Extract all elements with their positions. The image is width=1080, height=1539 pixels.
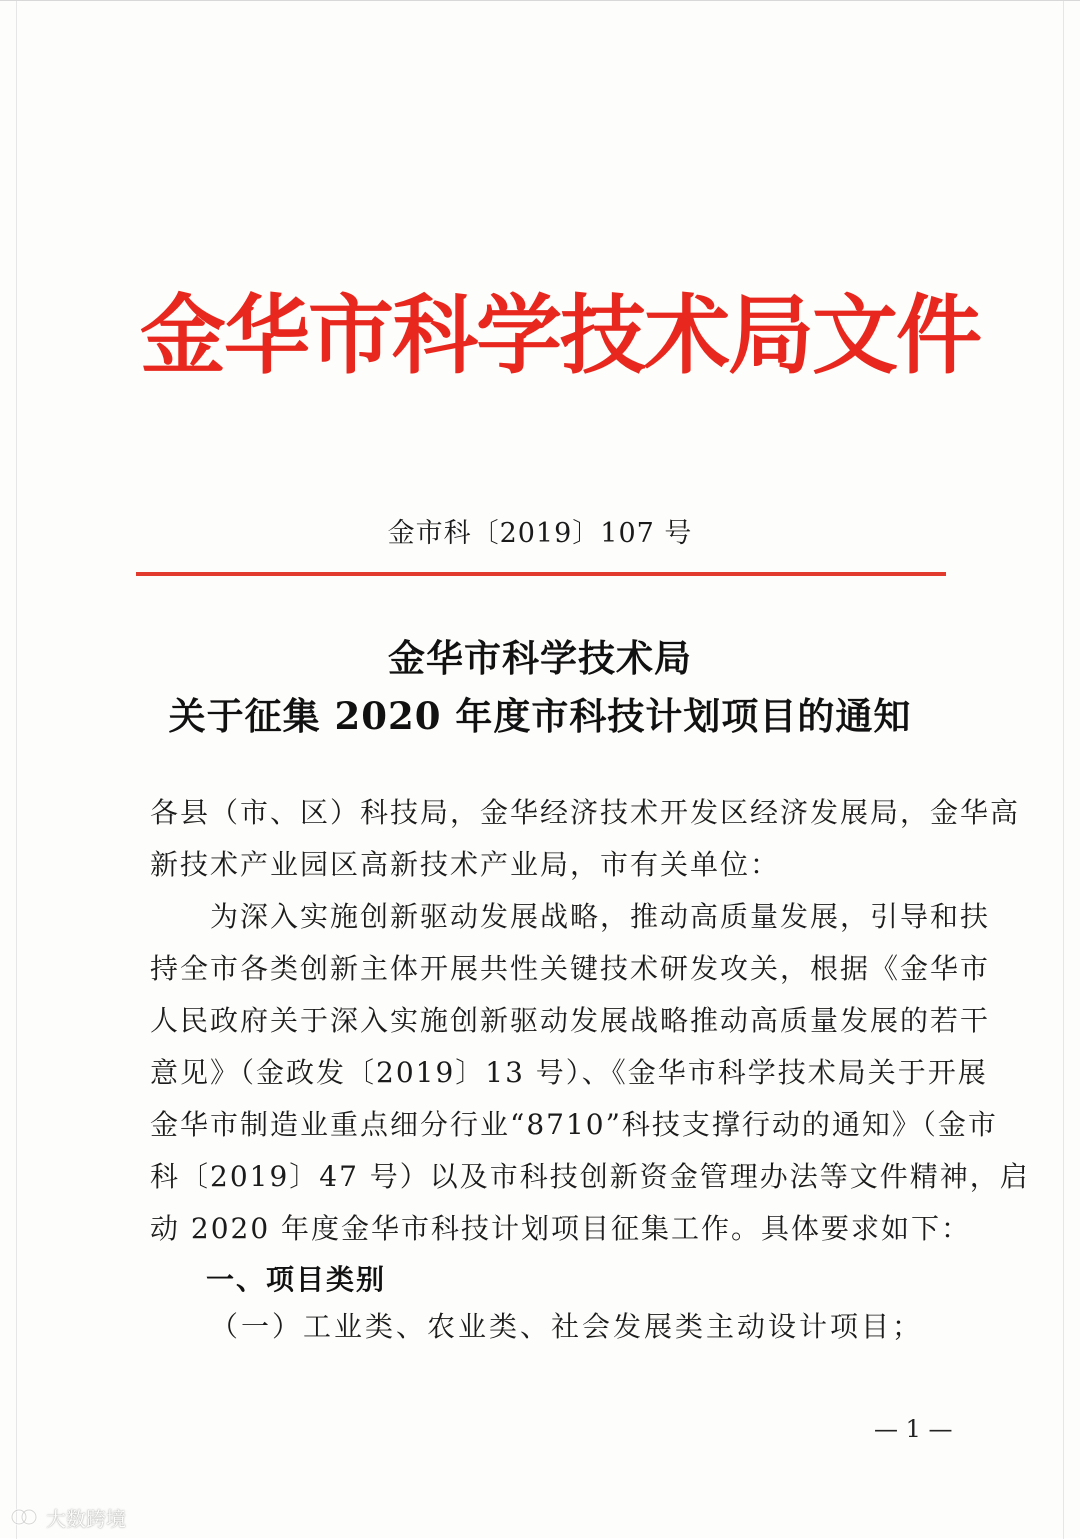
body-line: 各县（市、区）科技局，金华经济技术开发区经济发展局，金华高 — [150, 796, 1021, 829]
body-line: 新技术产业园区高新技术产业局，市有关单位： — [150, 848, 781, 881]
body-line: 人民政府关于深入实施创新驱动发展战略推动高质量发展的若干 — [150, 1004, 991, 1037]
red-separator-rule — [136, 572, 946, 576]
body-line: 动 2020 年度金华市科技计划项目征集工作。具体要求如下： — [150, 1212, 972, 1245]
body-line: 金华市制造业重点细分行业“8710”科技支撑行动的通知》（金市 — [150, 1108, 998, 1141]
body-line: 持全市各类创新主体开展共性关键技术研发攻关，根据《金华市 — [150, 952, 991, 985]
watermark-text: 大数跨境 — [46, 1506, 126, 1531]
document-red-header: 金华市科学技术局文件 — [140, 285, 980, 386]
document-number: 金市科〔2019〕107 号 — [387, 518, 693, 549]
dashuju-logo-icon — [8, 1501, 40, 1533]
watermark — [8, 1501, 126, 1533]
section-heading: 一、项目类别 — [206, 1263, 387, 1296]
body-line: 为深入实施创新驱动发展战略，推动高质量发展，引导和扶 — [150, 900, 991, 933]
body-line: 意见》（金政发〔2019〕13 号）、《金华市科学技术局关于开展 — [150, 1056, 988, 1089]
document-title-line-2: 关于征集 2020 年度市科技计划项目的通知 — [168, 694, 912, 738]
body-line: 科〔2019〕47 号）以及市科技创新资金管理办法等文件精神，启 — [150, 1160, 1030, 1193]
document-title-line-1: 金华市科学技术局 — [388, 636, 692, 680]
section-sub-item: （一）工业类、农业类、社会发展类主动设计项目； — [210, 1310, 924, 1343]
page-number: — 1 — — [874, 1415, 953, 1443]
